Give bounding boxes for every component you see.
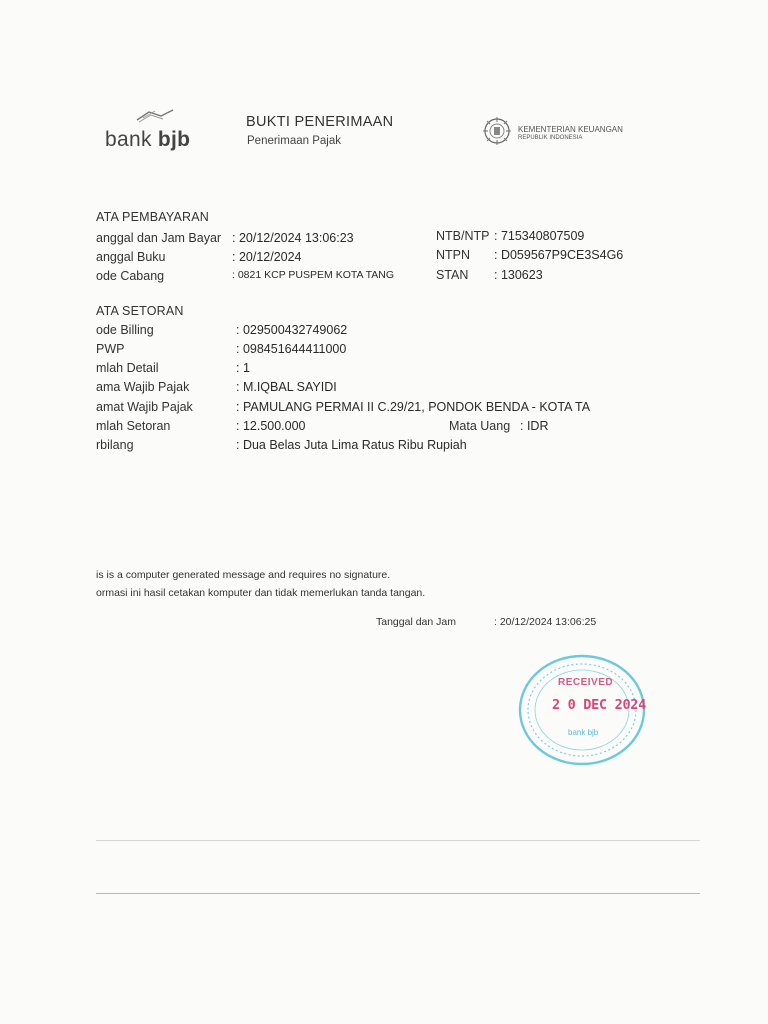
received-stamp xyxy=(518,654,648,768)
section-title-setoran: ATA SETORAN xyxy=(96,304,184,318)
label-terbilang: rbilang xyxy=(96,438,134,452)
divider-lower xyxy=(96,893,700,894)
label-ntb-ntp: NTB/NTP xyxy=(436,229,490,243)
value-tanggal-jam-bayar: : 20/12/2024 13:06:23 xyxy=(232,231,354,245)
value-nama-wajib-pajak: : M.IQBAL SAYIDI xyxy=(236,380,337,394)
label-kode-cabang: ode Cabang xyxy=(96,269,165,283)
bank-logo-text: bank xyxy=(105,128,158,151)
ministry-country: REPUBLIK INDONESIA xyxy=(518,135,583,141)
bank-logo-mark-icon xyxy=(135,108,175,124)
stamp-bank-text: bank bjb xyxy=(568,728,599,737)
label-tanggal-jam-bayar: anggal dan Jam Bayar xyxy=(96,231,222,245)
document-subtitle: Penerimaan Pajak xyxy=(247,135,341,147)
value-terbilang: : Dua Belas Juta Lima Ratus Ribu Rupiah xyxy=(236,438,467,452)
label-tanggal-buku: anggal Buku xyxy=(96,250,166,264)
stamp-date-text: 2 0 DEC 2024 xyxy=(552,697,646,713)
value-kode-cabang: : 0821 KCP PUSPEM KOTA TANG xyxy=(232,269,395,281)
value-alamat-wajib-pajak: : PAMULANG PERMAI II C.29/21, PONDOK BENDA - KOTA TA xyxy=(236,400,591,414)
ministry-logo xyxy=(482,116,622,146)
print-datetime-value: : 20/12/2024 13:06:25 xyxy=(494,616,597,628)
ministry-emblem-icon xyxy=(482,116,512,146)
value-ntb-ntp: : 715340807509 xyxy=(494,229,585,243)
label-kode-billing: ode Billing xyxy=(96,323,154,337)
value-jumlah-detail: : 1 xyxy=(236,361,250,375)
label-jumlah-setoran: mlah Setoran xyxy=(96,419,171,433)
value-mata-uang: : IDR xyxy=(520,419,549,433)
document-title: BUKTI PENERIMAAN xyxy=(246,114,394,130)
value-stan: : 130623 xyxy=(494,268,543,282)
label-nama-wajib-pajak: ama Wajib Pajak xyxy=(96,380,190,394)
print-datetime-label: Tanggal dan Jam xyxy=(376,616,456,628)
value-tanggal-buku: : 20/12/2024 xyxy=(232,250,302,264)
label-ntpn: NTPN xyxy=(436,248,471,262)
value-npwp: : 098451644411000 xyxy=(236,342,347,356)
label-stan: STAN xyxy=(436,268,469,282)
footer-note-indonesian: ormasi ini hasil cetakan komputer dan tidak memerlukan tanda tangan. xyxy=(96,587,426,599)
label-alamat-wajib-pajak: amat Wajib Pajak xyxy=(96,400,193,414)
value-ntpn: : D059567P9CE3S4G6 xyxy=(494,248,624,262)
value-kode-billing: : 029500432749062 xyxy=(236,323,348,337)
footer-note-english: is is a computer generated message and requires no signature. xyxy=(96,569,391,581)
label-mata-uang: Mata Uang xyxy=(449,419,511,433)
label-npwp: PWP xyxy=(96,342,125,356)
stamp-received-text: RECEIVED xyxy=(558,677,614,688)
value-jumlah-setoran: : 12.500.000 xyxy=(236,419,306,433)
label-jumlah-detail: mlah Detail xyxy=(96,361,159,375)
section-title-pembayaran: ATA PEMBAYARAN xyxy=(96,210,210,224)
divider-upper xyxy=(96,840,700,841)
bank-logo-text-bold: bjb xyxy=(157,128,191,151)
ministry-name: KEMENTERIAN KEUANGAN xyxy=(518,125,623,134)
bank-bjb-logo xyxy=(105,108,197,154)
